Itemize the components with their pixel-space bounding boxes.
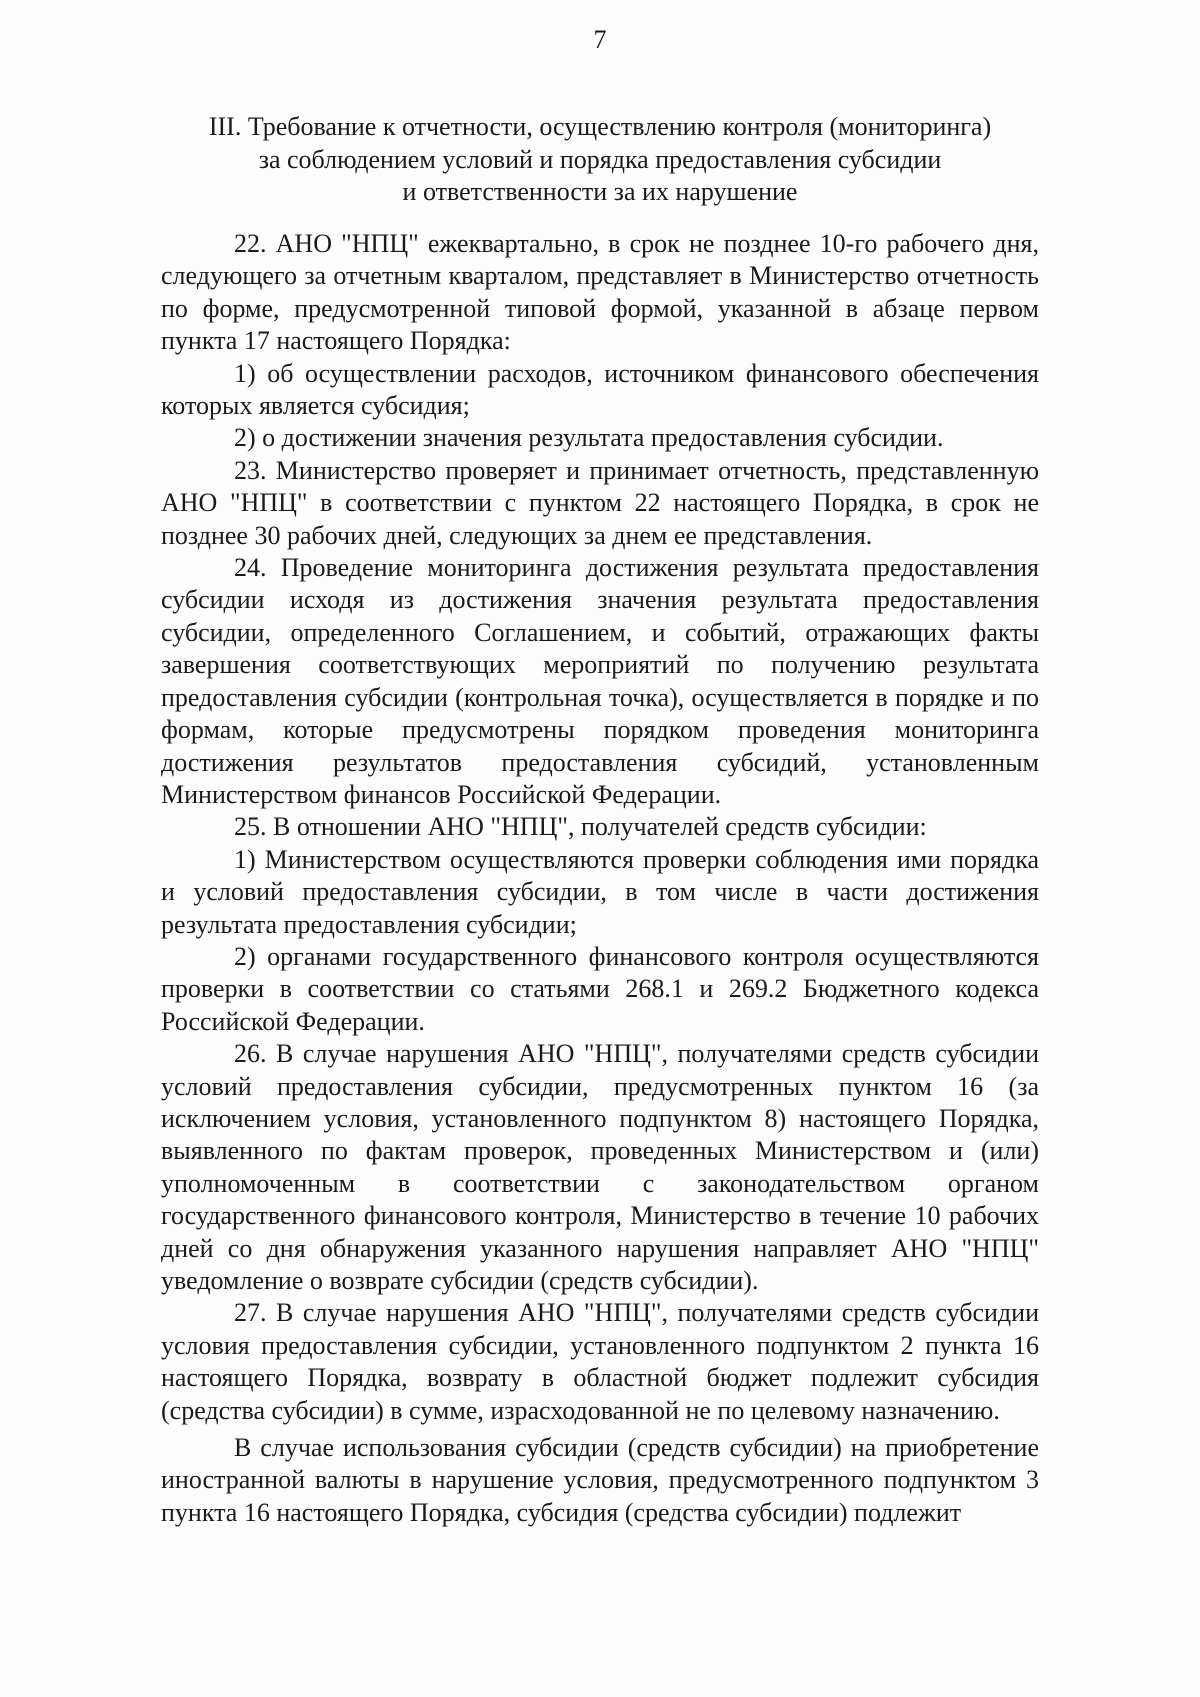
paragraph-25-item-1: 1) Министерством осуществляются проверки соблюдения ими порядка и условий предоставления субсидии, в том числе в части достижения результата предоставления субсидии; <box>161 844 1039 939</box>
heading-line: и ответственности за их нарушение <box>402 177 798 206</box>
paragraph-22-item-2: 2) о достижении значения результата предоставления субсидии. <box>234 423 944 453</box>
heading-line: за соблюдением условий и порядка предоставления субсидии <box>258 144 942 174</box>
section-heading <box>160 111 1040 209</box>
paragraph-24: 24. Проведение мониторинга достижения результата предоставления субсидии исходя из достижения значения результата предоставления субсидии, определенного Соглашением, и событий, отражающих факты завершения соответствующих мероприятий по получению результата предоставления субсидии (контрольная точка), осуществляется в порядке и по формам, которые предусмотрены порядком проведения мониторинга достижения результатов предоставления субсидий, установленным Министерством финансов Российской Федерации. <box>161 553 1039 809</box>
paragraph-25: 25. В отношении АНО "НПЦ", получателей средств субсидии: <box>234 812 927 842</box>
page-number: 7 <box>593 25 607 54</box>
document-body <box>161 228 1039 1529</box>
paragraph-25-item-2: 2) органами государственного финансового контроля осуществляются проверки в соответствии со статьями 268.1 и 269.2 Бюджетного кодекса Российской Федерации. <box>161 941 1039 1036</box>
paragraph-22: 22. АНО "НПЦ" ежеквартально, в срок не позднее 10-го рабочего дня, следующего за отчетным кварталом, представляет в Министерство отчетность по форме, предусмотренной типовой формой, указанной в абзаце первом пункта 17 настоящего Порядка: <box>161 229 1039 356</box>
paragraph-27-continuation: В случае использования субсидии (средств субсидии) на приобретение иностранной валюты в нарушение условия, предусмотренного подпунктом 3 пункта 16 настоящего Порядка, субсидия (средства субсидии) подлежит <box>161 1433 1039 1527</box>
heading-line: III. Требование к отчетности, осуществлению контроля (мониторинга) <box>208 112 992 141</box>
paragraph-26: 26. В случае нарушения АНО "НПЦ", получателями средств субсидии условий предоставления субсидии, предусмотренных пунктом 16 (за исключением условия, установленного подпунктом 8) настоящего Порядка, выявленного по фактам проверок, проведенных Министерством и (или) уполномоченным в соответствии с законодательством органом государственного финансового контроля, Министерство в течение 10 рабочих дней со дня обнаружения указанного нарушения направляет АНО "НПЦ" уведомление о возврате субсидии (средств субсидии). <box>161 1039 1039 1295</box>
paragraph-22-item-1: 1) об осуществлении расходов, источником финансового обеспечения которых является субсидия; <box>161 358 1039 421</box>
paragraph-27: 27. В случае нарушения АНО "НПЦ", получателями средств субсидии условия предоставления субсидии, установленного подпунктом 2 пункта 16 настоящего Порядка, возврату в областной бюджет подлежит субсидия (средства субсидии) в сумме, израсходованной не по целевому назначению. <box>161 1298 1039 1425</box>
paragraph-23: 23. Министерство проверяет и принимает отчетность, представленную АНО "НПЦ" в соответствии с пунктом 22 настоящего Порядка, в срок не позднее 30 рабочих дней, следующих за днем ее представления. <box>161 455 1039 550</box>
